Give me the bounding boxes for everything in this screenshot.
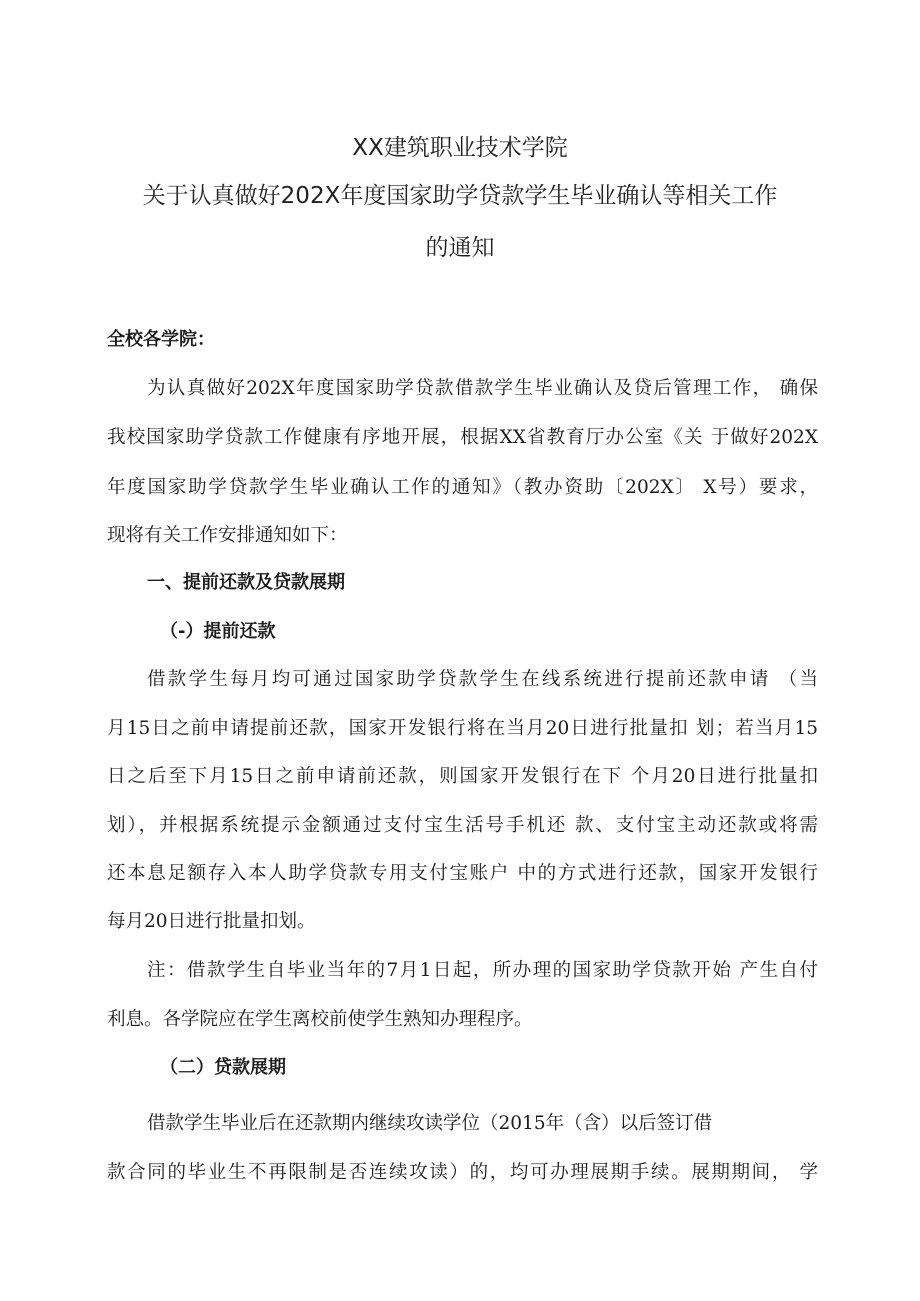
prepayment-line-4: 划），并根据系统提示金额通过支付宝生活号手机还 款、支付宝主动还款或将需 <box>107 815 818 836</box>
subsection-heading-2: （二）贷款展期 <box>160 1057 286 1078</box>
title-institution: XX建筑职业技术学院 <box>352 135 568 161</box>
intro-line-4: 现将有关工作安排通知如下： <box>107 525 348 546</box>
intro-line-3: 年度国家助学贷款学生毕业确认工作的通知》（教办资助〔202X〕 X号）要求， <box>107 477 818 498</box>
prepayment-line-1: 借款学生每月均可通过国家助学贷款学生在线系统进行提前还款申请 （当 <box>147 669 818 690</box>
note-line-1: 注：借款学生自毕业当年的7月1日起，所办理的国家助学贷款开始 产生自付 <box>147 960 818 981</box>
title-subject: 关于认真做好202X年度国家助学贷款学生毕业确认等相关工作 <box>142 183 778 209</box>
prepayment-line-6: 每月20日进行批量扣划。 <box>107 911 316 932</box>
extension-line-2: 款合同的毕业生不再限制是否连续攻读）的，均可办理展期手续。展期期间， 学 <box>107 1162 818 1183</box>
extension-line-1: 借款学生毕业后在还款期内继续攻读学位（2015年（含）以后签订借 <box>147 1113 713 1134</box>
section-heading-1: 一、提前还款及贷款展期 <box>147 572 345 593</box>
note-line-2: 利息。各学院应在学生离校前使学生熟知办理程序。 <box>107 1009 533 1030</box>
intro-line-1: 为认真做好202X年度国家助学贷款借款学生毕业确认及贷后管理工作， 确保 <box>147 378 818 399</box>
title-suffix: 的通知 <box>425 235 495 261</box>
subsection-heading-1: （-）提前还款 <box>160 621 276 642</box>
prepayment-line-5: 还本息足额存入本人助学贷款专用支付宝账户 中的方式进行还款，国家开发银行 <box>107 863 818 884</box>
document-title <box>0 128 920 268</box>
intro-line-2: 我校国家助学贷款工作健康有序地开展，根据XX省教育厅办公室《关 于做好202X <box>107 427 818 448</box>
salutation: 全校各学院： <box>107 329 215 350</box>
prepayment-line-3: 日之后至下月15日之前申请前还款，则国家开发银行在下 个月20日进行批量扣 <box>107 766 818 787</box>
prepayment-line-2: 月15日之前申请提前还款，国家开发银行将在当月20日进行批量扣 划；若当月15 <box>107 718 818 739</box>
